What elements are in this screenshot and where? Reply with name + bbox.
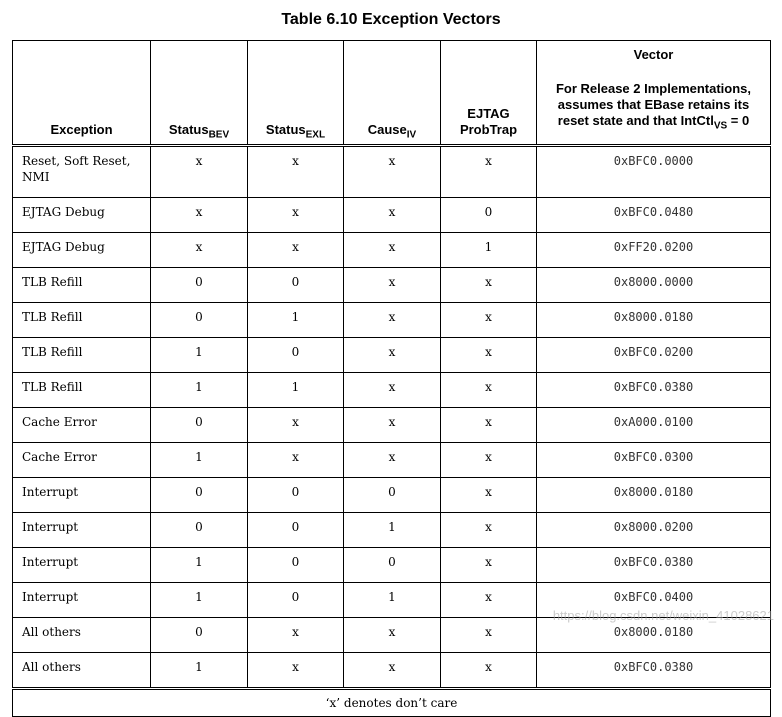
status-bev-cell: x xyxy=(151,233,248,268)
cause-iv-cell: x xyxy=(344,408,441,443)
vector-cell: 0x8000.0200 xyxy=(537,513,771,548)
ejtag-probtrap-cell: x xyxy=(441,268,537,303)
status-bev-cell: 1 xyxy=(151,373,248,408)
cause-iv-cell: x xyxy=(344,233,441,268)
status-bev-cell: 0 xyxy=(151,303,248,338)
header-cause-iv: Cause$_{IV}$ xyxy=(344,41,441,146)
vector-cell: 0xBFC0.0300 xyxy=(537,443,771,478)
exception-cell: TLB Refill xyxy=(13,338,151,373)
vector-cell: 0xBFC0.0380 xyxy=(537,373,771,408)
vector-cell: 0x8000.0180 xyxy=(537,303,771,338)
table-row xyxy=(13,478,771,513)
cause-iv-cell: x xyxy=(344,268,441,303)
cause-iv-cell: x xyxy=(344,618,441,653)
table-row xyxy=(13,373,771,408)
ejtag-probtrap-cell: x xyxy=(441,583,537,618)
vector-cell: 0x8000.0000 xyxy=(537,268,771,303)
status-bev-cell: 0 xyxy=(151,618,248,653)
ejtag-probtrap-cell: x xyxy=(441,146,537,198)
vector-cell: 0xA000.0100 xyxy=(537,408,771,443)
watermark: https://blog.csdn.net/weixin_41028621 xyxy=(552,608,774,623)
exception-cell: Interrupt xyxy=(13,513,151,548)
status-exl-cell: x xyxy=(248,443,344,478)
exception-cell: Cache Error xyxy=(13,443,151,478)
status-bev-cell: 1 xyxy=(151,338,248,373)
header-vector-note: For Release 2 Implementations, assumes that EBase retains its reset state and that IntCtl$_{VS}$ = 0 xyxy=(555,81,752,132)
status-exl-cell: 1 xyxy=(248,303,344,338)
status-exl-cell: x xyxy=(248,408,344,443)
footnote: ‘x’ denotes don’t care xyxy=(13,689,771,717)
ejtag-probtrap-cell: x xyxy=(441,513,537,548)
status-exl-cell: 0 xyxy=(248,513,344,548)
header-status-exl: Status$_{EXL}$ xyxy=(248,41,344,146)
ejtag-probtrap-cell: x xyxy=(441,443,537,478)
status-bev-cell: 0 xyxy=(151,408,248,443)
table-row xyxy=(13,443,771,478)
cause-iv-cell: x xyxy=(344,653,441,689)
exception-cell: TLB Refill xyxy=(13,303,151,338)
status-exl-cell: x xyxy=(248,146,344,198)
exception-cell: EJTAG Debug xyxy=(13,233,151,268)
table-title: Table 6.10 Exception Vectors xyxy=(281,11,501,28)
cause-iv-cell: x xyxy=(344,303,441,338)
table-row xyxy=(13,303,771,338)
header-vector-title: Vector xyxy=(633,47,674,62)
status-exl-cell: x xyxy=(248,233,344,268)
ejtag-probtrap-cell: x xyxy=(441,338,537,373)
cause-iv-cell: 0 xyxy=(344,548,441,583)
exception-cell: TLB Refill xyxy=(13,373,151,408)
cause-iv-cell: 1 xyxy=(344,583,441,618)
header-ejtag-probtrap: EJTAG ProbTrap xyxy=(441,41,537,146)
header-status-bev: Status$_{BEV}$ xyxy=(151,41,248,146)
exception-cell: Interrupt xyxy=(13,548,151,583)
ejtag-probtrap-cell: 1 xyxy=(441,233,537,268)
ejtag-probtrap-cell: x xyxy=(441,478,537,513)
vector-cell: 0x8000.0180 xyxy=(537,478,771,513)
footnote-row xyxy=(13,689,771,717)
exception-cell: Cache Error xyxy=(13,408,151,443)
status-exl-cell: 0 xyxy=(248,478,344,513)
status-bev-cell: 0 xyxy=(151,478,248,513)
cause-iv-cell: x xyxy=(344,198,441,233)
vector-cell: 0xBFC0.0200 xyxy=(537,338,771,373)
header-exception: Exception xyxy=(13,41,151,146)
table-row xyxy=(13,198,771,233)
status-bev-cell: x xyxy=(151,146,248,198)
table-row xyxy=(13,548,771,583)
vector-cell: 0x8000.0180 xyxy=(537,618,771,653)
exception-cell: Interrupt xyxy=(13,478,151,513)
ejtag-probtrap-cell: x xyxy=(441,548,537,583)
status-bev-cell: 1 xyxy=(151,548,248,583)
cause-iv-cell: x xyxy=(344,146,441,198)
status-bev-cell: 1 xyxy=(151,443,248,478)
status-exl-cell: x xyxy=(248,198,344,233)
status-exl-cell: 0 xyxy=(248,548,344,583)
status-exl-cell: 0 xyxy=(248,268,344,303)
status-exl-cell: x xyxy=(248,618,344,653)
header-vector xyxy=(537,41,771,146)
status-exl-cell: 0 xyxy=(248,583,344,618)
table-row xyxy=(13,146,771,198)
status-bev-cell: 0 xyxy=(151,513,248,548)
header-row xyxy=(13,41,771,146)
exception-cell: Reset, Soft Reset, NMI xyxy=(13,146,151,198)
vector-cell: 0xFF20.0200 xyxy=(537,233,771,268)
table-row xyxy=(13,268,771,303)
exception-cell: EJTAG Debug xyxy=(13,198,151,233)
table-row xyxy=(13,408,771,443)
cause-iv-cell: 1 xyxy=(344,513,441,548)
vector-cell: 0xBFC0.0380 xyxy=(537,548,771,583)
status-exl-cell: 0 xyxy=(248,338,344,373)
cause-iv-cell: x xyxy=(344,443,441,478)
ejtag-probtrap-cell: x xyxy=(441,653,537,689)
vector-cell: 0xBFC0.0480 xyxy=(537,198,771,233)
status-bev-cell: x xyxy=(151,198,248,233)
cause-iv-cell: x xyxy=(344,338,441,373)
status-bev-cell: 1 xyxy=(151,653,248,689)
vector-cell: 0xBFC0.0400 xyxy=(537,583,771,618)
status-exl-cell: 1 xyxy=(248,373,344,408)
status-bev-cell: 1 xyxy=(151,583,248,618)
table-row xyxy=(13,338,771,373)
vector-cell: 0xBFC0.0000 xyxy=(537,146,771,198)
ejtag-probtrap-cell: 0 xyxy=(441,198,537,233)
table-row xyxy=(13,513,771,548)
status-bev-cell: 0 xyxy=(151,268,248,303)
exception-cell: Interrupt xyxy=(13,583,151,618)
ejtag-probtrap-cell: x xyxy=(441,408,537,443)
status-exl-cell: x xyxy=(248,653,344,689)
ejtag-probtrap-cell: x xyxy=(441,373,537,408)
table-row xyxy=(13,233,771,268)
ejtag-probtrap-cell: x xyxy=(441,303,537,338)
vector-cell: 0xBFC0.0380 xyxy=(537,653,771,689)
cause-iv-cell: 0 xyxy=(344,478,441,513)
exception-cell: TLB Refill xyxy=(13,268,151,303)
table-row xyxy=(13,653,771,689)
cause-iv-cell: x xyxy=(344,373,441,408)
exception-cell: All others xyxy=(13,618,151,653)
exception-cell: All others xyxy=(13,653,151,689)
ejtag-probtrap-cell: x xyxy=(441,618,537,653)
